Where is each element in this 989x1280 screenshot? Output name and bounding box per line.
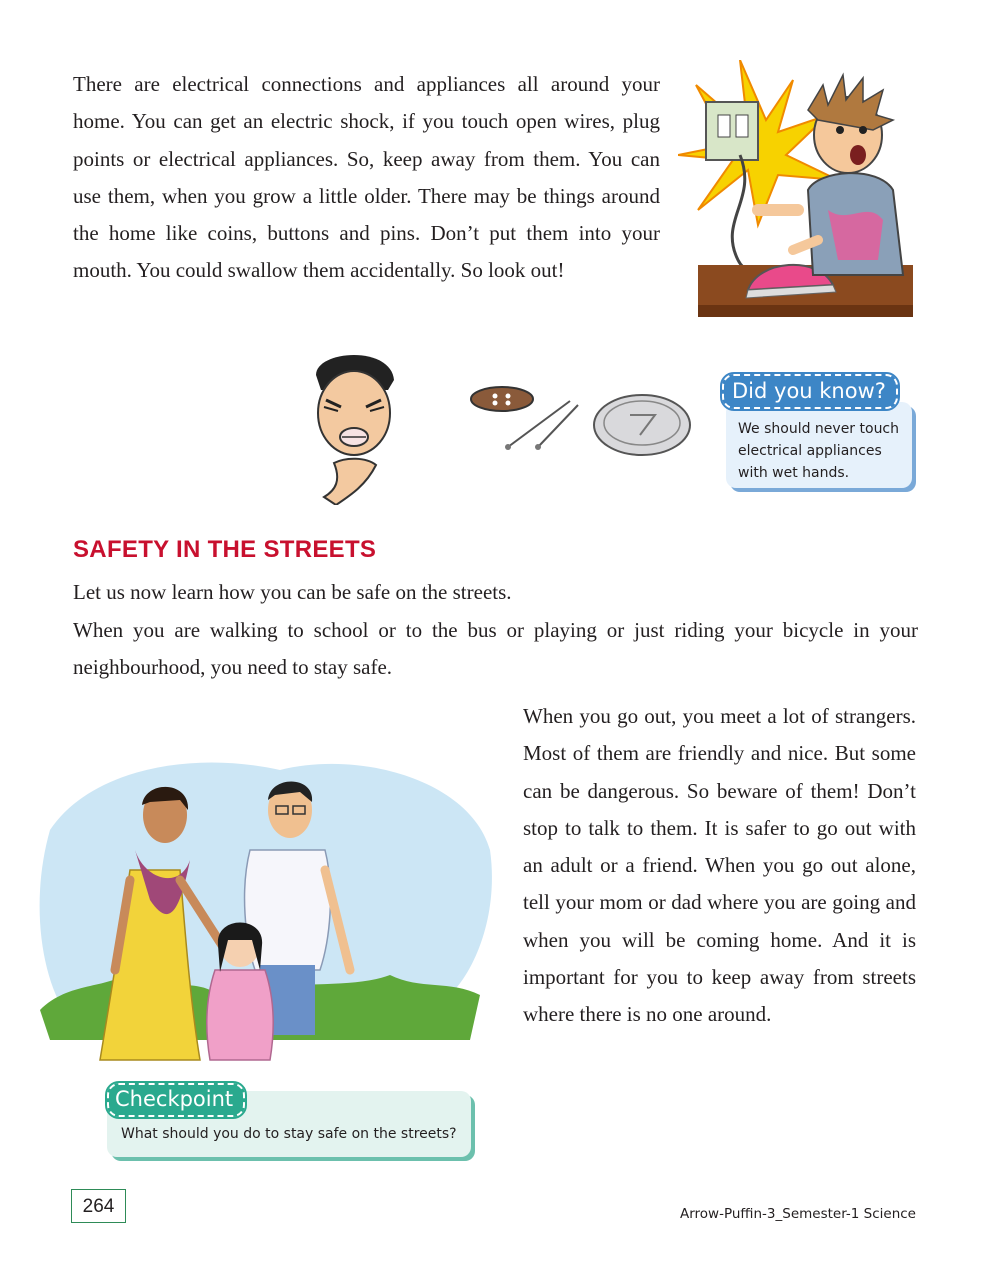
family-walking-illustration — [30, 740, 500, 1100]
electric-shock-illustration — [678, 60, 913, 320]
choking-boy-illustration — [296, 345, 406, 505]
hand — [324, 459, 376, 505]
checkpoint-question: What should you do to stay safe on the streets? — [121, 1126, 457, 1142]
pin — [538, 405, 578, 447]
intro-paragraph: There are electrical connections and appliances all around your home. You can get an electric shock, if you touch open wires, plug points or electrical appliances. So, keep away from them. You can use them, when you grow a little older. There may be things around the home like coins, buttons and pins. Don’t put them into your mouth. You could swallow them accidentally. So look out! — [73, 72, 660, 283]
checkpoint-box — [107, 1083, 477, 1161]
switch-board — [706, 102, 758, 160]
did-you-know-text: We should never touch electrical appliances with wet hands. — [738, 421, 900, 481]
streets-intro-paragraph: Let us now learn how you can be safe on the streets. — [73, 580, 512, 604]
button-pins-coin-illustration — [470, 385, 695, 465]
section-heading: SAFETY IN THE STREETS — [73, 536, 377, 563]
page-number: 264 — [71, 1189, 126, 1223]
strangers-paragraph: When you go out, you meet a lot of strangers. Most of them are friendly and nice. But some can be dangerous. So beware of them! Don’t stop to talk to them. It is safer to go out with an adult or a friend. When you go out alone, tell your mom or dad where you are going and when you will be coming home. And it is important for you to keep away from streets where there is no one around. — [523, 704, 916, 1027]
button — [471, 387, 533, 411]
footer-text: Arrow-Puffin-3_Semester-1 Science — [680, 1206, 916, 1222]
did-you-know-box — [726, 380, 916, 492]
coin — [594, 395, 690, 455]
checkpoint-title: Checkpoint — [107, 1083, 245, 1117]
did-you-know-title: Did you know? — [722, 374, 898, 409]
streets-walk-paragraph: When you are walking to school or to the bus or playing or just riding your bicycle in your neighbourhood, you need to stay safe. — [73, 618, 918, 680]
